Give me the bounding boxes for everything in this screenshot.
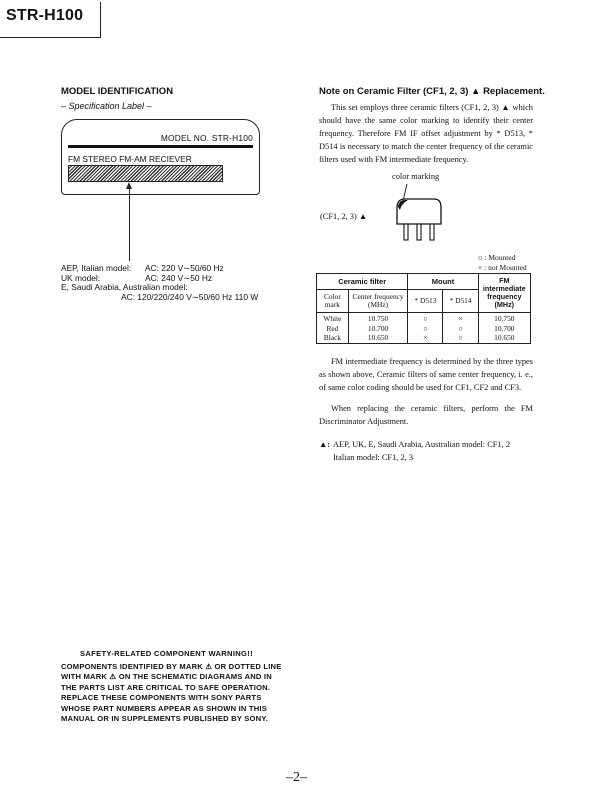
power-value: AC: 220 V∼50/60 Hz [145,263,224,273]
safety-warning-heading: SAFETY-RELATED COMPONENT WARNING!! [80,649,253,658]
color-marking-label: color marking [392,172,440,181]
cell-fm: 10.700 [478,324,530,334]
table-row [317,313,531,324]
cell-center: 10.750 [348,313,408,324]
cell-color: Black [317,333,349,343]
cell-d514: ○ [443,333,478,343]
table-row [317,333,531,343]
specification-label-subheading: – Specification Label – [61,101,152,111]
header-color-mark: Color mark [317,290,349,313]
cell-fm: 10.750 [478,313,530,324]
cell-d513: ○ [408,313,443,324]
power-value: AC: 240 V∼50 Hz [145,272,213,283]
header-divider-horizontal [0,37,101,38]
header-center-frequency: Center frequency (MHz) [348,290,408,313]
rating-hatched-area [68,165,223,182]
page-number: –2– [286,770,307,785]
legend-not-mounted: × : not Mounted [478,263,527,272]
arrow-up-icon [126,182,132,189]
filter-pin [417,224,421,240]
model-identification-heading: MODEL IDENTIFICATION [61,86,174,97]
cell-color: White [317,313,349,324]
power-region: E, Saudi Arabia, Australian model: [61,282,188,293]
specification-label [61,119,260,195]
cell-color: Red [317,324,349,334]
cell-center: 10.650 [348,333,408,343]
region-note-2: Italian model: CF1, 2, 3 [333,453,414,462]
triangle-mark-icon: ▲: [319,440,331,449]
power-region: AEP, Italian model: [61,263,132,273]
fm-frequency-paragraph: FM intermediate frequency is determined by the three types as shown above, Ceramic filters of same center frequency, i. e., of same color coding should be used for CF1, CF2 and CF3. [319,357,533,392]
cell-fm: 10.650 [478,333,530,343]
replacement-paragraph: When replacing the ceramic filters, perform the FM Discriminator Adjustment. [319,404,533,426]
header-ceramic-filter: Ceramic filter [317,274,408,290]
safety-warning-text: COMPONENTS IDENTIFIED BY MARK ⚠ OR DOTTED LINE WITH MARK ⚠ ON THE SCHEMATIC DIAGRAMS AND IN THE PARTS LIST ARE CRITICAL TO SAFE OPERATION. REPLACE THESE COMPONENTS WITH SONY PARTS WHOSE PART NUMBERS APPEAR AS SHOWN IN THIS MANUAL OR IN SUPPLEMENTS PUBLISHED BY SONY. [61,662,282,724]
header-fm-frequency: FM intermediate frequency (MHz) [478,274,530,313]
cell-d514: × [443,313,478,324]
label-pointer-line [129,185,130,261]
ceramic-filter-part-label: (CF1, 2, 3) ▲ [320,212,368,221]
label-rule [68,145,253,148]
cell-d513: × [408,333,443,343]
header-d514: * D514 [443,290,478,313]
ceramic-filter-illustration [390,180,450,246]
cell-d514: ○ [443,324,478,334]
header-d513: * D513 [408,290,443,313]
filter-pin [430,224,434,240]
header-divider-vertical [100,2,101,38]
document-title: STR-H100 [6,7,84,24]
product-name: FM STEREO FM-AM RECIEVER [68,154,192,164]
power-value: AC: 120/220/240 V∼50/60 Hz 110 W [121,291,259,302]
region-note-1: AEP, UK, E, Saudi Arabia, Australian model: CF1, 2 [333,440,511,449]
cell-center: 10.700 [348,324,408,334]
header-mount: Mount [408,274,478,290]
cell-d513: ○ [408,324,443,334]
power-region: UK model: [61,272,101,283]
ceramic-filter-table [316,273,531,344]
table-row [317,324,531,334]
ceramic-filter-heading: Note on Ceramic Filter (CF1, 2, 3) ▲ Replacement. [319,86,545,97]
ceramic-filter-paragraph: This set employs three ceramic filters (CF1, 2, 3) ▲ which should have the same color marking to identify their center frequency. Therefore FM IF offset adjustment by * D513, * D514 is necessary to match the center frequency of the ceramic filters used with FM intermediate frequency. [319,103,533,164]
legend-mounted: ○ : Mounted [478,253,516,262]
filter-pin [404,224,408,240]
model-number: MODEL NO. STR-H100 [160,133,253,143]
